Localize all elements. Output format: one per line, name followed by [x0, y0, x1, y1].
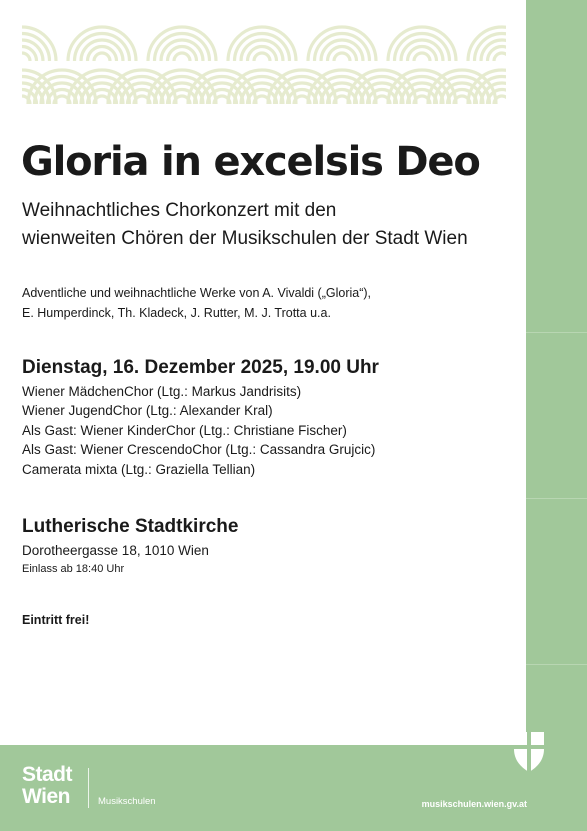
website-url: musikschulen.wien.gv.at — [421, 799, 527, 809]
wave-pattern-graphic — [22, 21, 506, 104]
venue-name: Lutherische Stadtkirche — [22, 516, 239, 537]
logo-line: Stadt — [22, 763, 72, 786]
program-works — [22, 284, 371, 323]
logo-divider — [88, 768, 89, 808]
choir-item: Als Gast: Wiener CrescendoChor (Ltg.: Cassandra Grujcic) — [22, 442, 376, 458]
admission-note: Eintritt frei! — [22, 613, 90, 627]
header-wave-pattern — [22, 21, 506, 104]
event-title: Gloria in excelsis Deo — [21, 139, 480, 185]
subtitle-line: wienweiten Chören der Musikschulen der Stadt Wien — [22, 228, 468, 249]
venue-address: Dorotheergasse 18, 1010 Wien — [22, 543, 209, 558]
subtitle-line: Weihnachtliches Chorkonzert mit den — [22, 200, 337, 221]
vienna-shield-icon — [513, 731, 545, 773]
logo-line: Wien — [22, 785, 70, 808]
entry-time: Einlass ab 18:40 Uhr — [22, 563, 125, 575]
choir-item: Wiener JugendChor (Ltg.: Alexander Kral) — [22, 403, 273, 419]
side-color-band — [526, 0, 587, 745]
logo-subtitle: Musikschulen — [98, 796, 156, 807]
stadt-wien-logo — [22, 764, 72, 808]
choir-item: Camerata mixta (Ltg.: Graziella Tellian) — [22, 461, 256, 477]
event-subtitle — [22, 197, 468, 253]
choir-item: Wiener MädchenChor (Ltg.: Markus Jandrisits) — [22, 384, 302, 399]
works-line: Adventliche und weihnachtliche Werke von A. Vivaldi („Gloria“), — [22, 286, 372, 300]
works-line: E. Humperdinck, Th. Kladeck, J. Rutter, M. J. Trotta u.a. — [22, 305, 331, 320]
event-date: Dienstag, 16. Dezember 2025, 19.00 Uhr — [22, 357, 379, 378]
choir-item: Als Gast: Wiener KinderChor (Ltg.: Christiane Fischer) — [22, 422, 347, 438]
choir-list — [22, 382, 375, 479]
